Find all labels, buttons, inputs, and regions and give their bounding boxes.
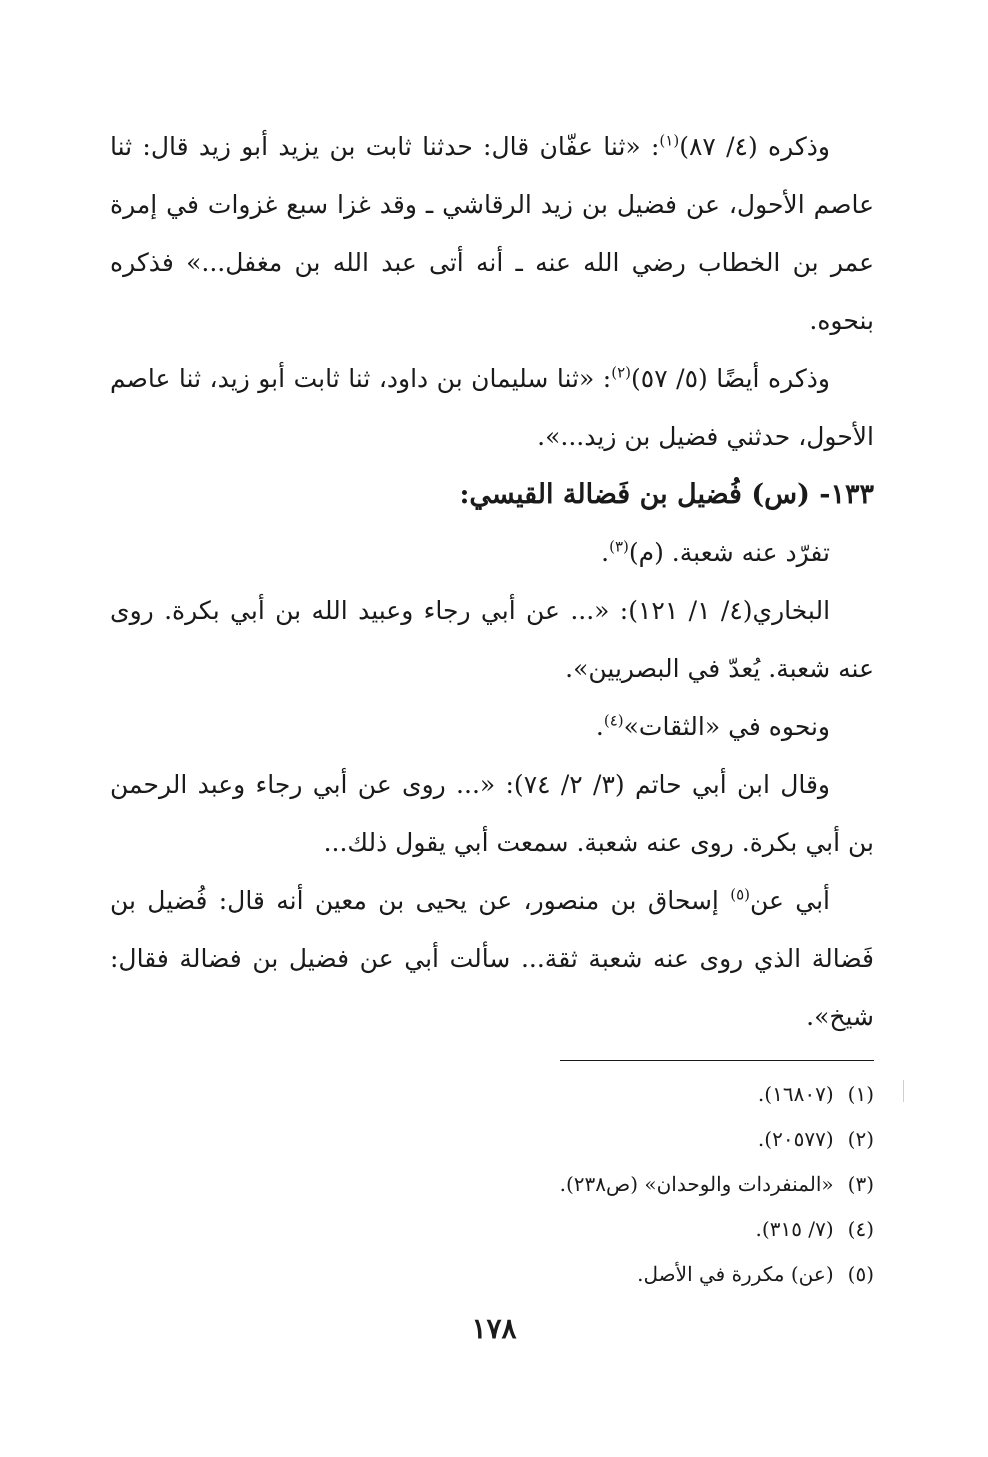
paragraph — [110, 524, 874, 582]
footnote-number: (٥) — [847, 1262, 874, 1286]
footnote-number: (٣) — [847, 1172, 874, 1196]
page-number: ١٧٨ — [471, 1312, 517, 1345]
paragraph — [110, 118, 874, 350]
scan-edge-mark — [903, 1080, 904, 1102]
footnote-ref: (٤) — [603, 711, 624, 730]
paragraph-text: البخاري(٤/ ١/ ١٢١): «... عن أبي رجاء وعبيد الله بن أبي بكرة. روى عنه شعبة. يُعدّ في البصريين». — [110, 596, 874, 683]
paragraph-text: وقال ابن أبي حاتم (٣/ ٢/ ٧٤): «... روى عن أبي رجاء وعبد الرحمن بن أبي بكرة. روى عنه شعبة. سمعت أبي يقول ذلك... — [110, 770, 874, 857]
footnote-item — [430, 1207, 874, 1252]
footnote-ref: (٢) — [611, 363, 632, 382]
paragraph — [110, 698, 874, 756]
footnote-ref: (١) — [659, 131, 680, 150]
footnote-text: (٧/ ٣١٥). — [755, 1217, 834, 1241]
footnote-text: «المنفردات والوحدان» (ص٢٣٨). — [559, 1172, 834, 1196]
paragraph-text: ١٣٣- (س) فُضيل بن فَضالة القيسي: — [459, 479, 874, 510]
footnote-ref: (٣) — [609, 537, 629, 556]
paragraph — [110, 756, 874, 872]
footnote-text: (١٦٨٠٧). — [757, 1082, 834, 1106]
footnote-item — [430, 1252, 874, 1297]
paragraph-text: . — [601, 538, 610, 567]
paragraph-text: أبي عن — [749, 886, 830, 915]
footnote-item — [430, 1117, 874, 1162]
paragraph — [110, 582, 874, 698]
paragraph-text: إسحاق بن منصور، عن يحيى بن معين أنه قال: فُضيل بن فَضالة الذي روى عنه شعبة ثقة... سألت أبي عن فضيل بن فضالة فقال: شيخ». — [110, 886, 874, 1031]
footnote-number: (٤) — [847, 1217, 874, 1241]
paragraph — [110, 350, 874, 466]
paragraph-text: : «ثنا عفّان قال: حدثنا ثابت بن يزيد أبو زيد قال: ثنا عاصم الأحول، عن فضيل بن زيد الرقاشي ـ وقد غزا سبع غزوات في إمرة عمر بن الخطاب رضي الله عنه ـ أنه أتى عبد الله بن مغفل...» فذكره بنحوه. — [110, 132, 874, 335]
paragraph-text: وذكره أيضًا (٥/ ٥٧) — [631, 364, 830, 393]
footnote-separator — [560, 1060, 874, 1061]
paragraph-text: . — [595, 712, 604, 741]
footnote-item — [430, 1072, 874, 1117]
paragraph — [110, 872, 874, 1046]
footnote-number: (١) — [847, 1082, 874, 1106]
paragraph-text: : «ثنا سليمان بن داود، ثنا ثابت أبو زيد، ثنا عاصم الأحول، حدثني فضيل بن زيد...». — [110, 364, 874, 451]
main-text — [110, 118, 874, 1046]
entry-heading — [110, 466, 874, 524]
footnote-text: (عن) مكررة في الأصل. — [637, 1262, 834, 1286]
footnotes — [430, 1072, 874, 1297]
footnote-number: (٢) — [847, 1127, 874, 1151]
paragraph-text: وذكره (٤/ ٨٧) — [679, 132, 830, 161]
paragraph-text: تفرّد عنه شعبة. (م) — [628, 538, 830, 567]
footnote-text: (٢٠٥٧٧). — [757, 1127, 834, 1151]
footnote-item — [430, 1162, 874, 1207]
footnote-ref: (٥) — [730, 885, 750, 904]
paragraph-text: ونحوه في «الثقات» — [623, 712, 830, 741]
